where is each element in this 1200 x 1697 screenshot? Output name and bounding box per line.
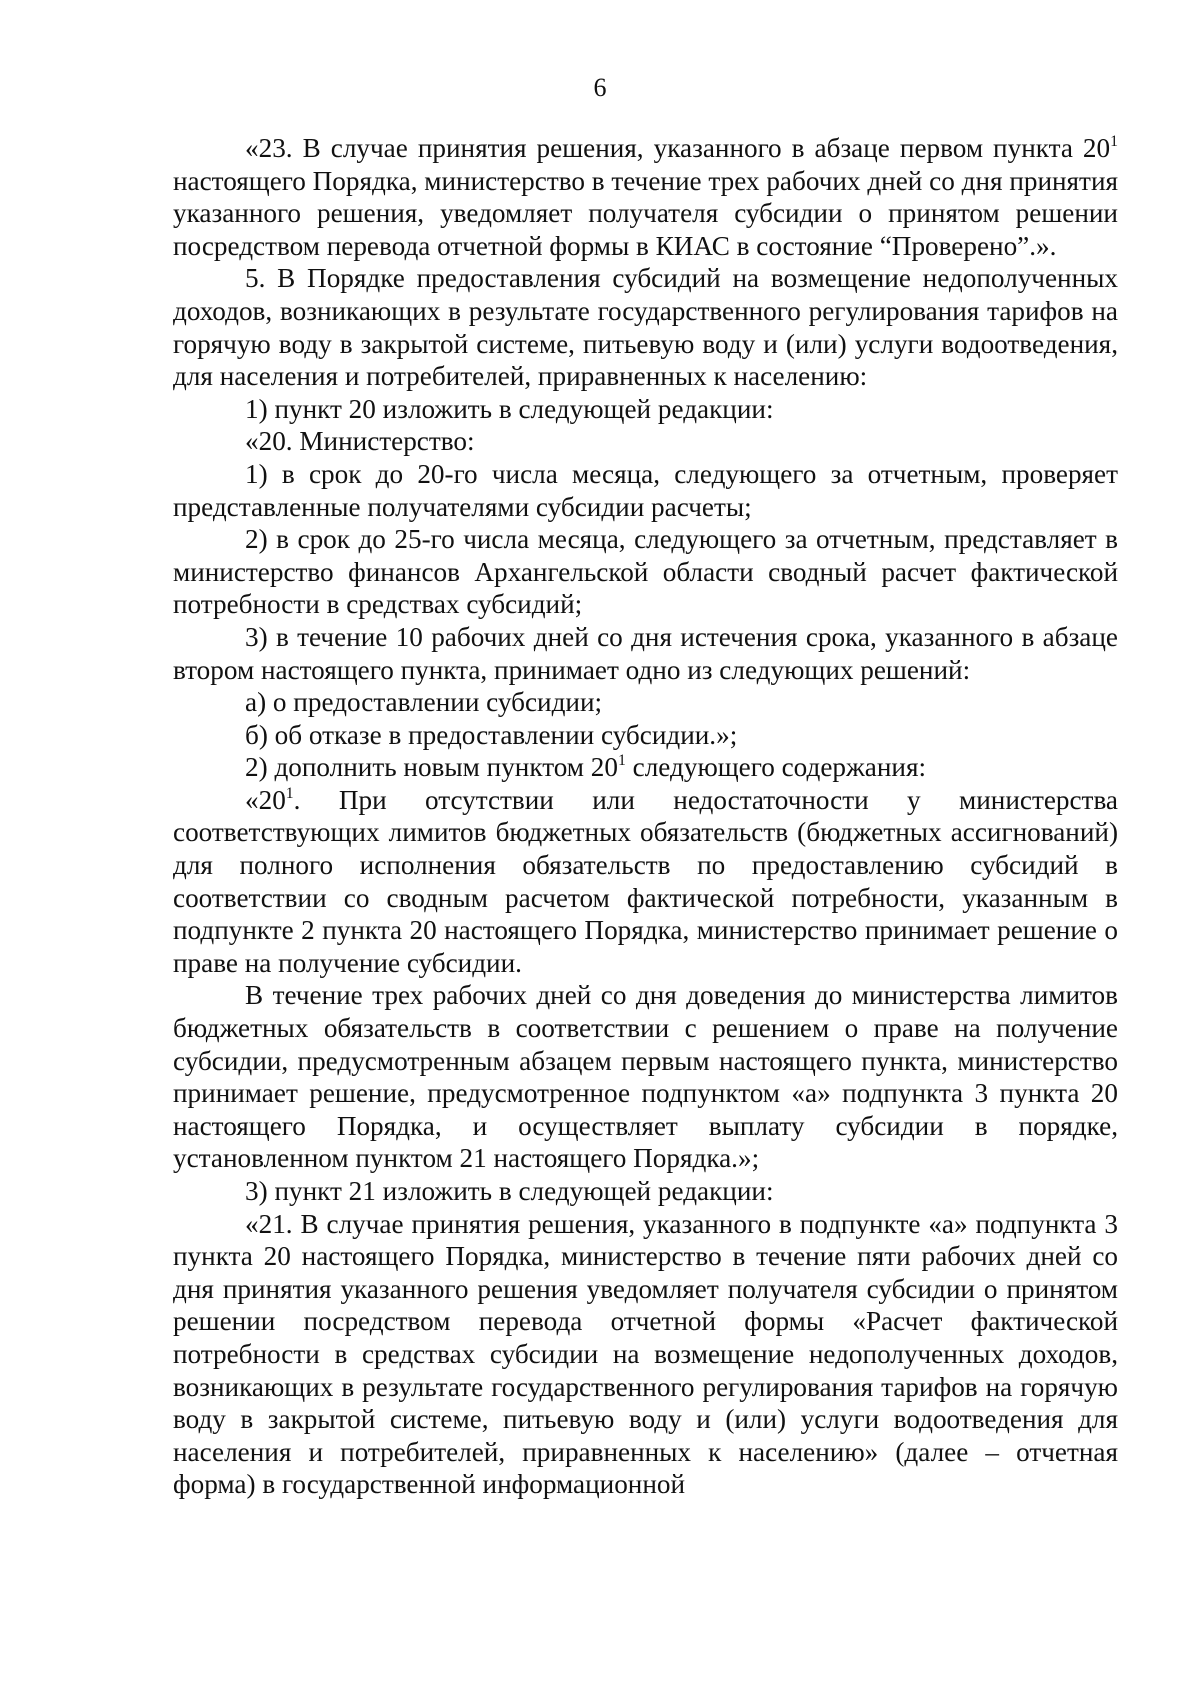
paragraph: «21. В случае принятия решения, указанного в подпункте «а» подпункта 3 пункта 20 настоящего Порядка, министерство в течение пяти рабочих дней со дня принятия указанного решения уведомляет получателя субсидии о принятом решении посредством перевода отчетной формы «Расчет фактической потребности в средствах субсидии на возмещение недополученных доходов, возникающих в результате государственного регулирования тарифов на горячую воду в закрытой системе, питьевую воду и (или) услуги водоотведения для населения и потребителей, приравненных к населению» (далее – отчетная форма) в государственной информационной [173,1208,1118,1500]
paragraph: а) о предоставлении субсидии; [245,687,603,718]
paragraph: 2) в срок до 25-го числа месяца, следующего за отчетным, представляет в министерство финансов Архангельской области сводный расчет фактической потребности в средствах субсидий; [173,524,1118,620]
paragraph: 1) пункт 20 изложить в следующей редакции: [245,393,774,424]
page-number: 6 [593,73,607,102]
paragraph: В течение трех рабочих дней со дня доведения до министерства лимитов бюджетных обязательств в соответствии с решением о праве на получение субсидии, предусмотренным абзацем первым настоящего пункта, министерство принимает решение, предусмотренное подпунктом «а» подпункта 3 пункта 20 настоящего Порядка, и осуществляет выплату субсидии в порядке, установленном пунктом 21 настоящего Порядка.»; [173,980,1118,1174]
paragraph: 1) в срок до 20-го числа месяца, следующего за отчетным, проверяет представленные получателями субсидии расчеты; [173,458,1118,522]
paragraph: б) об отказе в предоставлении субсидии.»; [245,719,738,750]
document-body [173,132,1118,1501]
paragraph: 2) дополнить новым пунктом $20^1$ следующего содержания: [245,752,926,783]
paragraph: 5. В Порядке предоставления субсидий на возмещение недополученных доходов, возникающих в результате государственного регулирования тарифов на горячую воду в закрытой системе, питьевую воду и (или) услуги водоотведения, для населения и потребителей, приравненных к населению: [173,263,1118,392]
paragraph: «20. Министерство: [245,426,475,457]
paragraph: «23. В случае принятия решения, указанного в абзаце первом пункта $20^1$ настоящего Порядка, министерство в течение трех рабочих дней со дня принятия указанного решения, уведомляет получателя субсидии о принятом решении посредством перевода отчетной формы в КИАС в состояние “Проверено”.». [173,132,1118,261]
paragraph: 3) в течение 10 рабочих дней со дня истечения срока, указанного в абзаце втором настоящего пункта, принимает одно из следующих решений: [173,621,1118,685]
paragraph: «$20^1$. При отсутствии или недостаточности у министерства соответствующих лимитов бюджетных обязательств (бюджетных ассигнований) для полного исполнения обязательств по предоставлению субсидий в соответствии со сводным расчетом фактической потребности, указанным в подпункте 2 пункта 20 настоящего Порядка, министерство принимает решение о праве на получение субсидии. [173,784,1118,978]
paragraph: 3) пункт 21 изложить в следующей редакции: [245,1176,774,1206]
